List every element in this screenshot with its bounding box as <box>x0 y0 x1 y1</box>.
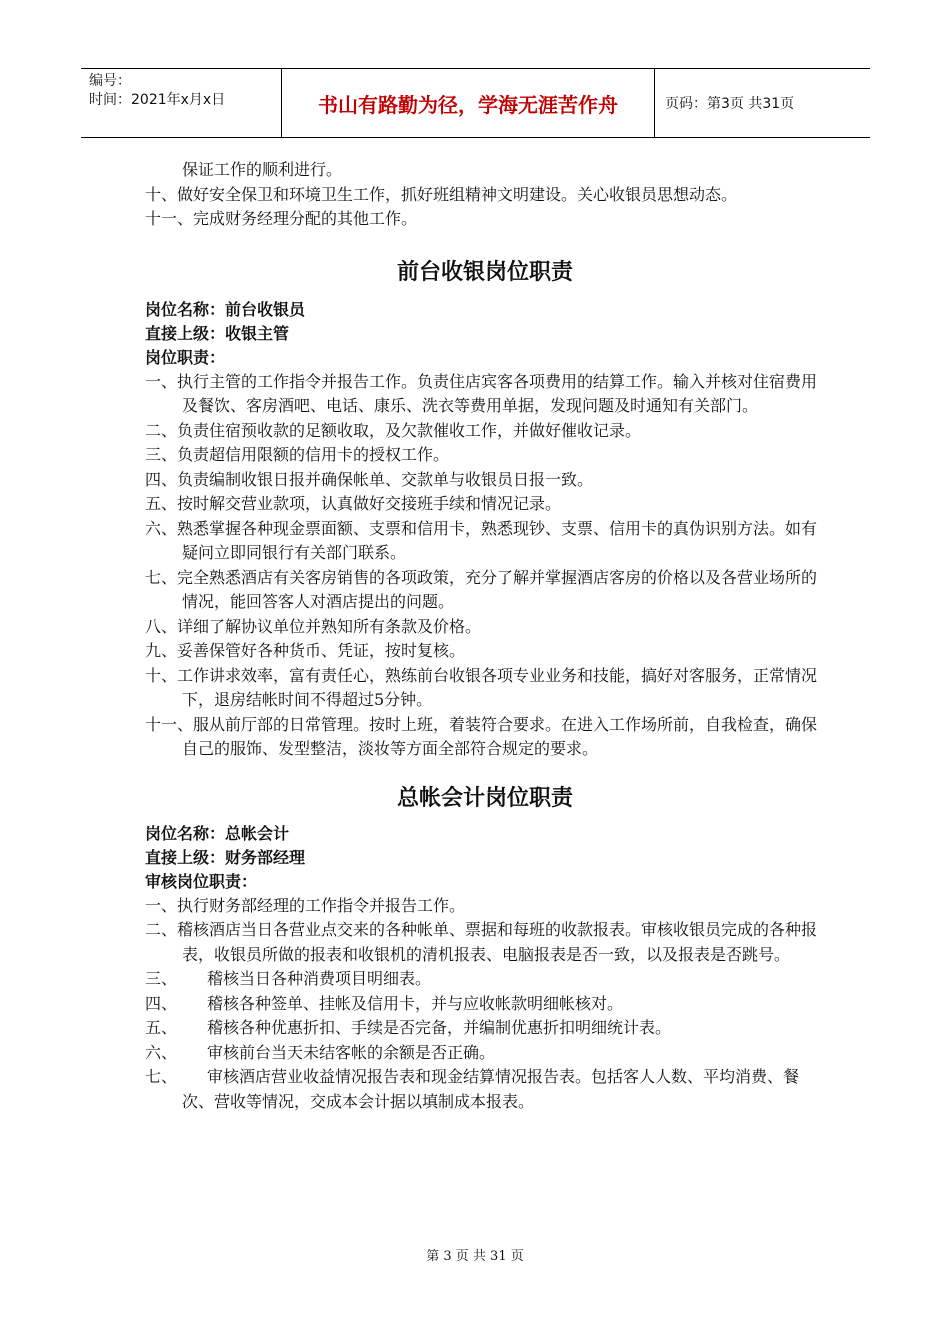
item-text: 工作讲求效率，富有责任心，熟练前台收银各项专业业务和技能，搞好对客服务，正常情况下，退房结帐时间不得超过5分钟。 <box>177 665 818 709</box>
page-footer: 第 3 页 共 31 页 <box>426 1249 524 1264</box>
header-meta <box>81 69 282 137</box>
list-item <box>145 419 825 444</box>
item-text: 完全熟悉酒店有关客房销售的各项政策，充分了解并掌握酒店客房的价格以及各营业场所的情况，能回答客人对酒店提出的问题。 <box>177 567 818 611</box>
item-number: 六、 <box>145 518 178 538</box>
item-number: 二、 <box>145 420 178 440</box>
list-item <box>145 918 825 967</box>
header-motto: 书山有路勤为径，学海无涯苦作舟 <box>282 69 655 137</box>
item-text: 负责编制收银日报并确保帐单、交款单与收银员日报一致。 <box>177 469 594 489</box>
list-item <box>145 1016 825 1041</box>
page-header <box>81 68 870 138</box>
number-label: 编号： <box>89 73 131 89</box>
item-text: 审核酒店营业收益情况报告表和现金结算情况报告表。包括客人人数、平均消费、餐次、营收等情况，交成本会计据以填制成本报表。 <box>182 1067 800 1111</box>
list-item <box>145 1065 825 1114</box>
item-text: 审核前台当天未结客帐的余额是否正确。 <box>207 1042 496 1062</box>
item-number: 九、 <box>145 641 178 660</box>
item-number: 四、 <box>145 993 178 1013</box>
header-page-label: 页码：第3页 共31页 <box>665 96 795 112</box>
list-item: 十、做好安全保卫和环境卫生工作，抓好班组精神文明建设。关心收银员思想动态。 <box>145 184 738 204</box>
item-text: 负责超信用限额的信用卡的授权工作。 <box>177 445 450 464</box>
item-number: 七、 <box>145 567 178 587</box>
item-number: 八、 <box>145 616 178 636</box>
list-item <box>145 492 825 517</box>
list-item <box>145 1041 825 1066</box>
item-text: 稽核当日各种消费项目明细表。 <box>207 969 432 988</box>
list-item <box>145 992 825 1017</box>
item-text: 服从前厅部的日常管理。按时上班，着装符合要求。在进入工作场所前，自我检查，确保自己的服饰、发型整洁，淡妆等方面全部符合规定的要求。 <box>182 714 818 758</box>
item-number: 七、 <box>145 1067 178 1086</box>
item-number: 五、 <box>145 1018 178 1037</box>
duties-label: 岗位职责： <box>145 347 226 367</box>
list-item <box>145 664 825 713</box>
item-number: 二、 <box>145 920 178 939</box>
item-number: 一、 <box>145 895 178 915</box>
item-text: 负责住宿预收款的足额收取，及欠款催收工作，并做好催收记录。 <box>177 420 642 440</box>
time-label: 时间：2021年x月x日 <box>89 92 226 108</box>
list-item <box>145 615 825 640</box>
item-number: 四、 <box>145 469 178 489</box>
superior: 直接上级：收银主管 <box>145 323 290 343</box>
position-name: 岗位名称：总帐会计 <box>145 823 290 843</box>
item-number: 六、 <box>145 1042 178 1062</box>
item-text: 执行财务部经理的工作指令并报告工作。 <box>177 895 466 915</box>
duties-label: 审核岗位职责： <box>145 871 258 891</box>
item-text: 熟悉掌握各种现金票面额、支票和信用卡，熟悉现钞、支票、信用卡的真伪识别方法。如有疑问立即同银行有关部门联系。 <box>177 518 818 562</box>
item-text: 稽核各种优惠折扣、手续是否完备，并编制优惠折扣明细统计表。 <box>207 1018 672 1037</box>
item-text: 按时解交营业款项，认真做好交接班手续和情况记录。 <box>177 494 562 513</box>
list-item <box>145 967 825 992</box>
item-number: 十一、 <box>145 714 194 734</box>
paragraph: 保证工作的顺利进行。 <box>182 160 343 179</box>
list-item <box>145 443 825 468</box>
list-item <box>145 468 825 493</box>
item-text: 详细了解协议单位并熟知所有条款及价格。 <box>177 616 482 636</box>
item-number: 五、 <box>145 494 178 513</box>
item-text: 稽核酒店当日各营业点交来的各种帐单、票据和每班的收款报表。审核收银员完成的各种报表，收银员所做的报表和收银机的清机报表、电脑报表是否一致，以及报表是否跳号。 <box>177 920 818 964</box>
list-item <box>145 370 825 419</box>
list-item <box>145 894 825 919</box>
item-text: 稽核各种签单、挂帐及信用卡，并与应收帐款明细帐核对。 <box>207 993 624 1013</box>
list-item <box>145 517 825 566</box>
section-title: 总帐会计岗位职责 <box>396 785 573 811</box>
item-number: 三、 <box>145 445 178 464</box>
list-item <box>145 713 825 762</box>
section-title: 前台收银岗位职责 <box>396 259 573 285</box>
item-number: 十、 <box>145 665 178 685</box>
document-body <box>145 158 825 1114</box>
position-name: 岗位名称：前台收银员 <box>145 299 306 319</box>
item-number: 三、 <box>145 969 178 988</box>
superior: 直接上级：财务部经理 <box>145 847 306 867</box>
item-number: 一、 <box>145 371 178 391</box>
list-item <box>145 566 825 615</box>
item-text: 执行主管的工作指令并报告工作。负责住店宾客各项费用的结算工作。输入并核对住宿费用及餐饮、客房酒吧、电话、康乐、洗衣等费用单据，发现问题及时通知有关部门。 <box>177 371 818 415</box>
item-text: 妥善保管好各种货币、凭证，按时复核。 <box>177 641 466 660</box>
list-item: 十一、完成财务经理分配的其他工作。 <box>145 209 418 228</box>
list-item <box>145 639 825 664</box>
